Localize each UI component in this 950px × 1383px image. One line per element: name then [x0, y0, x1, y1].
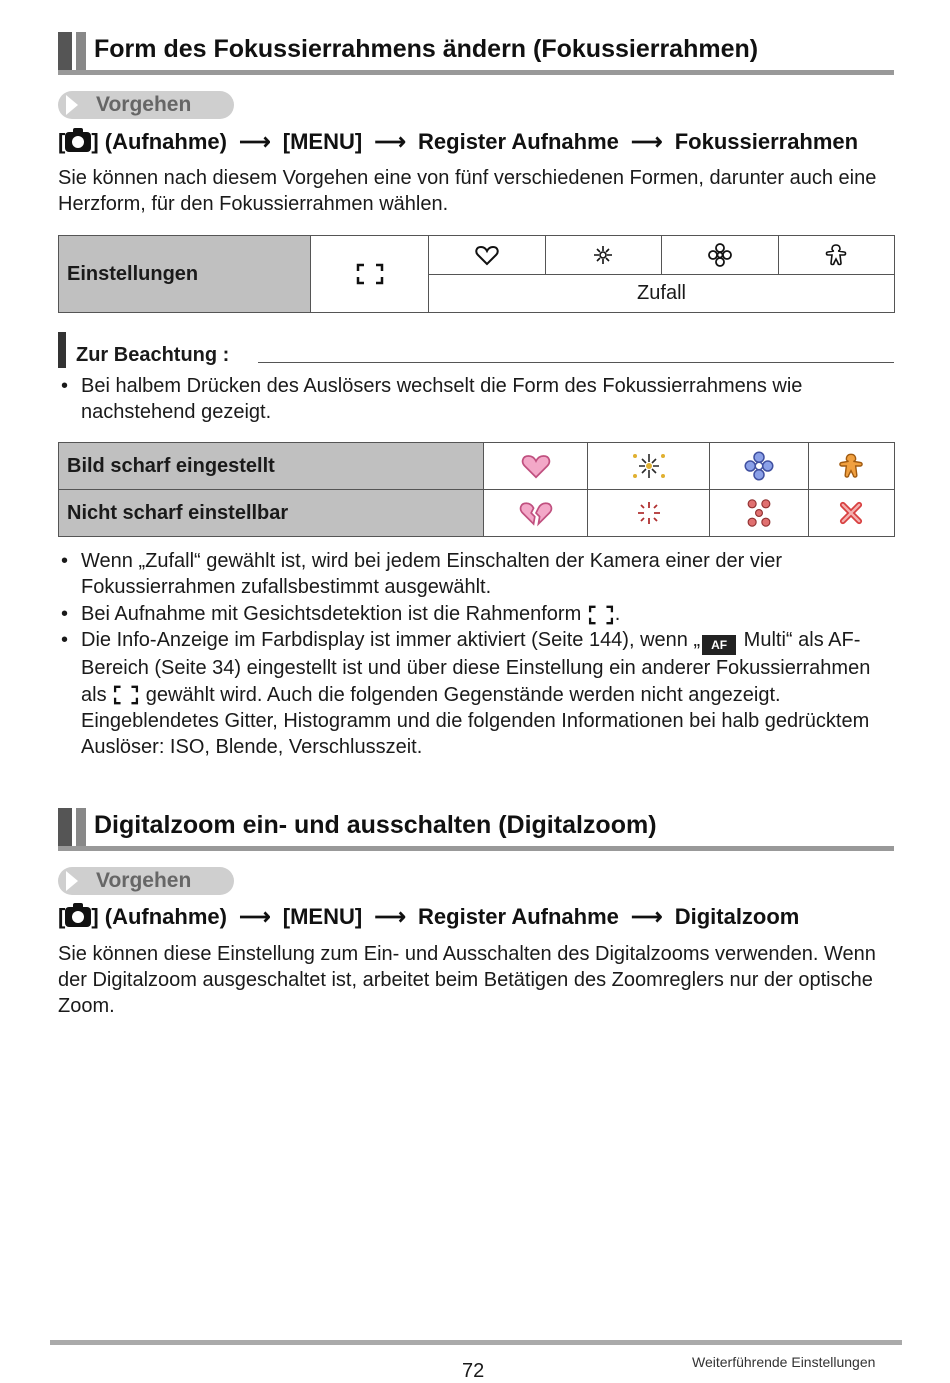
header-bar-light	[76, 32, 86, 70]
path-target: Digitalzoom	[674, 904, 800, 929]
focus-bracket-icon	[112, 685, 140, 705]
out-of-focus-flower	[710, 490, 808, 537]
footer-rule	[50, 1340, 902, 1345]
settings-table	[58, 235, 895, 313]
path-menu: [MENU]	[282, 904, 363, 929]
arrow-icon: ⟶	[631, 904, 663, 929]
flower-icon	[744, 451, 774, 481]
header-bar-dark	[58, 32, 72, 70]
list-item-continuation: Eingeblendetes Gitter, Histogramm und die folgenden Informationen bei halb gedrücktem Auslöser: ISO, Blende, Verschlusszeit.	[81, 710, 870, 759]
page-number: 72	[462, 1360, 485, 1382]
header-bar-light	[76, 808, 86, 846]
intro-paragraph: Sie können diese Einstellung zum Ein- und Ausschalten des Digitalzooms verwenden. Wenn der Digitalzoom ausgeschaltet ist, arbeitet beim Betätigen des Zoomreglers nur der optische Zoom.	[58, 943, 876, 1017]
focus-bracket-icon	[587, 605, 615, 625]
heart-option	[429, 236, 546, 275]
section-title: Digitalzoom ein- und ausschalten (Digitalzoom)	[94, 811, 657, 839]
section-header-digital-zoom	[58, 808, 894, 850]
random-option: Zufall	[429, 274, 895, 313]
heart-icon	[521, 452, 551, 480]
broken-gingerbread-icon	[837, 499, 865, 527]
bracket-option	[311, 236, 429, 313]
out-of-focus-label: Nicht scharf einstellbar	[59, 490, 484, 537]
gingerbread-outline-icon	[824, 243, 848, 267]
path-shooting: ] (Aufnahme)	[91, 129, 227, 154]
arrow-icon: ⟶	[374, 129, 406, 154]
scattered-sparkle-icon	[635, 499, 663, 527]
sparkle-outline-icon	[591, 243, 615, 267]
pill-marker-icon	[66, 871, 78, 891]
menu-path: [ ] (Aufnahme) ⟶ [MENU] ⟶ Register Aufnahme ⟶ Digitalzoom	[58, 904, 800, 929]
section-title: Form des Fokussierrahmens ändern (Fokussierrahmen)	[94, 35, 759, 63]
intro-paragraph: Sie können nach diesem Vorgehen eine von fünf verschiedenen Formen, darunter auch eine Herzform, für den Fokussierrahmen wählen.	[58, 167, 877, 215]
note-rule	[258, 362, 894, 363]
list-item: • Bei halbem Drücken des Auslösers wechselt die Form des Fokussierrahmens wie nachstehend gezeigt.	[58, 373, 898, 426]
menu-path: [ ] (Aufnahme) ⟶ [MENU] ⟶ Register Aufnahme ⟶ Fokussierrahmen	[58, 129, 859, 154]
focus-state-table	[58, 442, 895, 537]
note-title: Zur Beachtung :	[76, 344, 230, 366]
in-focus-label: Bild scharf eingestellt	[59, 443, 484, 490]
note-header	[58, 332, 894, 368]
procedure-label	[58, 91, 234, 119]
sparkle-icon	[629, 450, 669, 482]
header-rule	[58, 846, 894, 851]
procedure-label	[58, 867, 234, 895]
in-focus-gingerbread	[808, 443, 894, 490]
header-rule	[58, 70, 894, 75]
path-menu: [MENU]	[282, 129, 363, 154]
gingerbread-option	[778, 236, 895, 275]
note-bullets	[58, 373, 898, 426]
arrow-icon: ⟶	[239, 904, 271, 929]
procedure-label-text: Vorgehen	[96, 869, 192, 892]
notes-list	[58, 548, 898, 761]
out-of-focus-heart	[484, 490, 588, 537]
camera-icon	[65, 907, 91, 927]
broken-heart-icon	[519, 499, 553, 527]
af-multi-icon: AF	[702, 635, 736, 655]
in-focus-heart	[484, 443, 588, 490]
chapter-label: Weiterführende Einstellungen	[692, 1354, 876, 1370]
out-of-focus-gingerbread	[808, 490, 894, 537]
list-item: • Bei Aufnahme mit Gesichtsdetektion ist die Rahmenform .	[58, 601, 898, 627]
header-bar-dark	[58, 808, 72, 846]
in-focus-sparkle	[588, 443, 710, 490]
path-register: Register Aufnahme	[418, 904, 619, 929]
path-register: Register Aufnahme	[418, 129, 619, 154]
path-target: Fokussierrahmen	[674, 129, 859, 154]
settings-label: Einstellungen	[59, 236, 311, 313]
flower-outline-icon	[708, 243, 732, 267]
flower-option	[662, 236, 779, 275]
arrow-icon: ⟶	[374, 904, 406, 929]
arrow-icon: ⟶	[239, 129, 271, 154]
scattered-flower-icon	[743, 497, 775, 529]
sparkle-option	[545, 236, 662, 275]
pill-marker-icon	[66, 95, 78, 115]
path-shooting: ] (Aufnahme)	[91, 904, 227, 929]
heart-outline-icon	[475, 244, 499, 266]
focus-bracket-icon	[356, 263, 384, 285]
camera-icon	[65, 132, 91, 152]
in-focus-flower	[710, 443, 808, 490]
section-header-focus-frame	[58, 32, 894, 74]
list-item: • Wenn „Zufall“ gewählt ist, wird bei jedem Einschalten der Kamera einer der vier Fokussierrahmen zufallsbestimmt ausgewählt.	[58, 548, 898, 601]
list-item: • Die Info-Anzeige im Farbdisplay ist immer aktiviert (Seite 144), wenn „ AF Multi“ als AF-Bereich (Seite 34) eingestellt ist und über diese Einstellung ein anderer Fokussierrahmen als gewählt wird. Auch die folgenden Gegenstände werden nicht angezeigt.	[58, 627, 898, 708]
arrow-icon: ⟶	[631, 129, 663, 154]
note-bar	[58, 332, 66, 368]
out-of-focus-sparkle	[588, 490, 710, 537]
procedure-label-text: Vorgehen	[96, 93, 192, 116]
gingerbread-icon	[837, 451, 865, 481]
